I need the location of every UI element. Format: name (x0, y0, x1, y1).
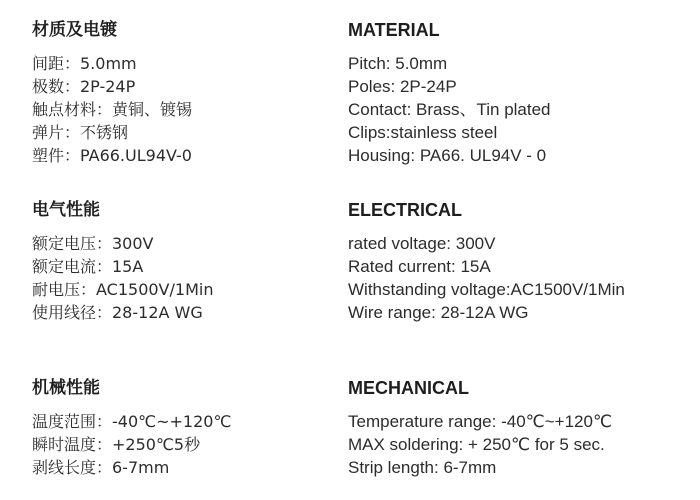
temperature-range-line-en: Temperature range: -40℃~+120℃ (348, 412, 613, 431)
rated-current-line-en: Rated current: 15A (348, 257, 491, 276)
electrical-heading-en: ELECTRICAL (348, 200, 462, 220)
poles-line-cn: 极数：2P-24P (32, 77, 136, 96)
contact-line-en: Contact: Brass、Tin plated (348, 100, 551, 119)
soldering-line-en: MAX soldering: + 250℃ for 5 sec. (348, 435, 605, 454)
strip-length-line-en: Strip length: 6-7mm (348, 458, 497, 477)
electrical-section-en (348, 198, 688, 324)
rated-voltage-line-en: rated voltage: 300V (348, 234, 496, 253)
mechanical-section-en (348, 376, 688, 479)
housing-line-en: Housing: PA66. UL94V - 0 (348, 146, 547, 165)
mechanical-section-cn (32, 376, 332, 479)
housing-line-cn: 塑件：PA66.UL94V-0 (32, 146, 192, 165)
material-section-cn (32, 18, 332, 167)
material-heading-en: MATERIAL (348, 20, 440, 40)
wire-range-line-cn: 使用线径：28-12A WG (32, 303, 203, 322)
withstand-voltage-line-en: Withstanding voltage:AC1500V/1Min (348, 280, 625, 299)
rated-voltage-line-cn: 额定电压：300V (32, 234, 154, 253)
temperature-range-line-cn: 温度范围：-40℃~+120℃ (32, 412, 232, 431)
material-section-en (348, 18, 688, 167)
material-heading-cn: 材质及电镀 (32, 20, 117, 40)
clips-line-en: Clips:stainless steel (348, 123, 498, 142)
pitch-line-cn: 间距：5.0mm (32, 54, 137, 73)
strip-length-line-cn: 剥线长度：6-7mm (32, 458, 170, 477)
electrical-section-cn (32, 198, 332, 324)
mechanical-heading-en: MECHANICAL (348, 378, 469, 398)
pitch-line-en: Pitch: 5.0mm (348, 54, 448, 73)
clips-line-cn: 弹片：不锈钢 (32, 123, 129, 142)
rated-current-line-cn: 额定电流：15A (32, 257, 144, 276)
wire-range-line-en: Wire range: 28-12A WG (348, 303, 529, 322)
withstand-voltage-line-cn: 耐电压：AC1500V/1Min (32, 280, 214, 299)
soldering-line-cn: 瞬时温度：+250℃5秒 (32, 435, 201, 454)
poles-line-en: Poles: 2P-24P (348, 77, 457, 96)
contact-line-cn: 触点材料：黄铜、镀锡 (32, 100, 193, 119)
electrical-heading-cn: 电气性能 (32, 200, 100, 220)
mechanical-heading-cn: 机械性能 (32, 378, 100, 398)
